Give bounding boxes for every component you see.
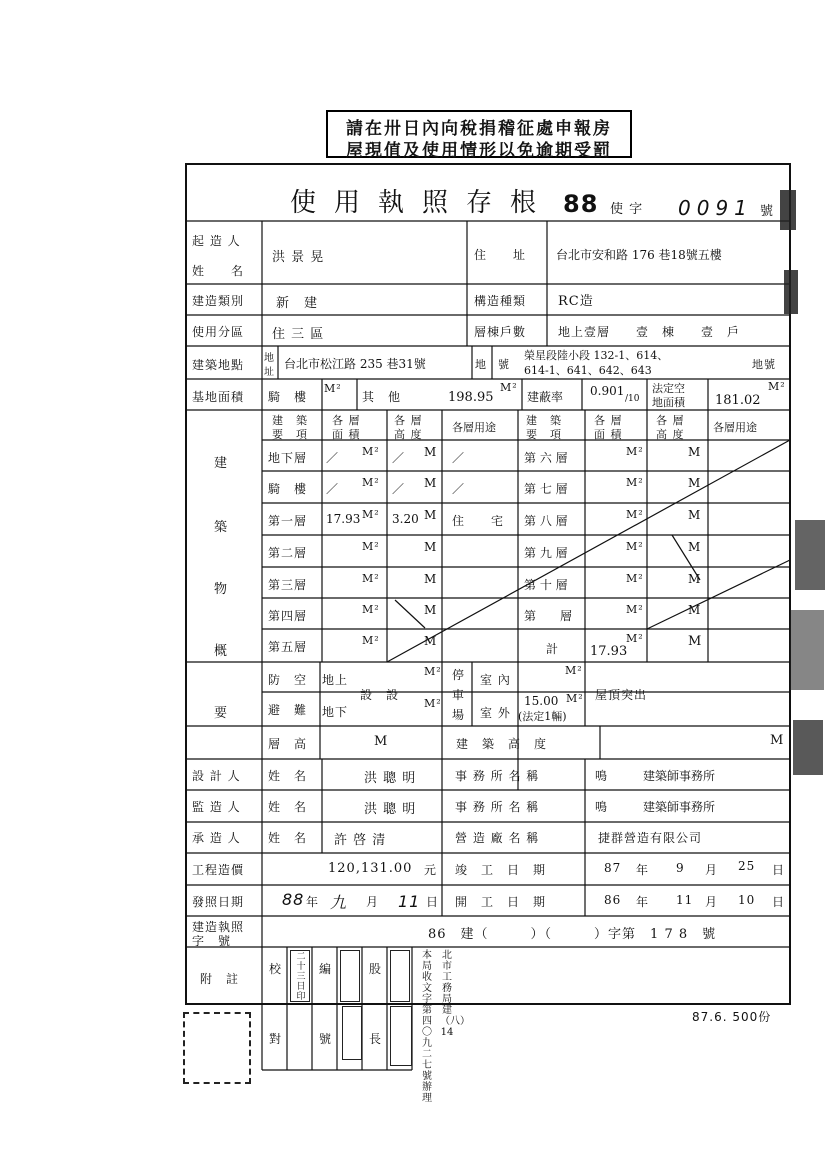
floor-right-name: 第 八 層	[524, 514, 568, 528]
arcade-label: 騎 樓	[268, 390, 308, 404]
floors-units-label: 層棟戶數	[474, 325, 527, 339]
build-type-label: 建造類別	[192, 294, 245, 308]
issue-day-label: 日	[426, 895, 440, 909]
edge-mark-1	[780, 190, 796, 230]
floor-left-height-unit: M	[424, 540, 438, 554]
parking-outdoor-label: 室 外	[480, 706, 511, 720]
floor-left-use: ／	[452, 451, 466, 465]
notice-line-1: 請在卅日內向稅捐稽征處申報房	[346, 119, 612, 139]
col-use-left: 各層用途	[452, 421, 496, 434]
designer-office: 鳴 建築師事務所	[595, 769, 716, 783]
floor-left-area-unit: M²	[362, 572, 380, 585]
edge-mark-4	[790, 610, 824, 690]
edge-mark-5	[793, 720, 823, 775]
start-month-label: 月	[705, 895, 719, 909]
footer-print-info: 87.6. 500份	[692, 1010, 772, 1024]
floor-left-name: 第四層	[268, 609, 308, 623]
floor-left-area: ／	[326, 451, 339, 465]
stamp-col-bian: 編	[318, 962, 331, 976]
floor-left-use: ／	[452, 482, 466, 496]
cost-unit: 元	[424, 863, 438, 877]
floor-right-name: 第 十 層	[524, 578, 568, 592]
permit-no-label-1: 建造執照	[192, 920, 245, 934]
arcade-unit: M²	[324, 382, 342, 395]
col-item-2-left: 要 項	[272, 428, 308, 441]
parking-indoor-unit: M²	[565, 664, 583, 677]
site-addr-char-1: 地	[264, 353, 275, 364]
notice-line-2: 屋現值及使用情形以免逾期受罰	[346, 141, 612, 161]
site-lot-tail: 地號	[752, 358, 776, 371]
floor-right-height-unit: M	[688, 476, 702, 490]
issue-month-label: 月	[366, 895, 380, 909]
floor-right-name: 第 九 層	[524, 546, 568, 560]
issue-date-label: 發照日期	[192, 895, 245, 909]
col-area-1-left: 各 層	[332, 414, 361, 427]
floor-left-area-unit: M²	[362, 634, 380, 647]
parking-char-1: 停	[452, 668, 466, 682]
designer-label: 設 計 人	[192, 769, 241, 783]
col-area-2-left: 面 積	[332, 428, 361, 441]
other-area: 198.95	[448, 390, 494, 405]
floor-right-height-unit: M	[688, 508, 702, 522]
designer-name-label: 姓 名	[268, 769, 308, 783]
contractor-label: 承 造 人	[192, 831, 241, 845]
issue-year-label: 年	[306, 895, 320, 909]
floor-left-name: 騎 樓	[268, 482, 308, 496]
total-area-unit: M²	[626, 632, 644, 645]
floor-left-name: 第一層	[268, 514, 308, 528]
supervisor-name: 洪 聰 明	[364, 802, 417, 817]
designer-office-label: 事 務 所 名 稱	[455, 769, 540, 783]
coverage-label: 建蔽率	[527, 390, 564, 404]
total-label: 計	[546, 642, 560, 656]
receipt-stamp-vertical: 本局收文 字第四〇九二七號辦理	[422, 950, 432, 1104]
col-height-2-right: 高 度	[656, 428, 685, 441]
floor-left-name: 第二層	[268, 546, 308, 560]
defense-above: 地上	[322, 673, 349, 687]
contractor-name: 許 啓 清	[334, 833, 387, 848]
use-zone-label: 使用分區	[192, 325, 245, 339]
completion-year: 87	[604, 861, 622, 875]
section-char-5: 要	[214, 706, 228, 721]
col-item-2-right: 要 項	[526, 428, 562, 441]
start-day-label: 日	[772, 895, 786, 909]
completion-year-label: 年	[636, 863, 650, 877]
floor-right-area-unit: M²	[626, 572, 644, 585]
floor-right-name: 第 層	[524, 609, 573, 623]
floor-left-area: ／	[326, 482, 339, 496]
coverage-value: 0.901	[590, 384, 625, 398]
floor-left-height-unit: M	[424, 508, 438, 522]
receipt-stamp-side: 北市工務局建（八）14	[440, 950, 470, 1038]
edge-mark-2	[784, 270, 798, 314]
col-height-1-right: 各 層	[656, 414, 685, 427]
defense-below-unit: M²	[424, 697, 442, 710]
notes-label: 附 註	[200, 972, 240, 986]
legal-open-label-2: 地面積	[652, 396, 685, 409]
parking-outdoor-unit: M²	[566, 692, 584, 705]
parking-indoor-label: 室 內	[480, 673, 511, 687]
stamp-col-jiao: 校	[268, 962, 281, 976]
legal-open-unit: M²	[768, 380, 786, 393]
floor-left-height-unit: M	[424, 476, 438, 490]
signature-stamp-2	[390, 1006, 412, 1066]
other-label: 其 他	[362, 390, 402, 404]
legal-open-label-1: 法定空	[652, 382, 685, 395]
cost-value: 120,131.00	[328, 861, 413, 876]
supervisor-office-label: 事 務 所 名 稱	[455, 800, 540, 814]
floor-right-height-unit: M	[688, 572, 702, 586]
floor-right-area-unit: M²	[626, 445, 644, 458]
completion-month-label: 月	[705, 863, 719, 877]
issue-day: 11	[398, 892, 421, 911]
floor-left-area-unit: M²	[362, 445, 380, 458]
floor-left-name: 第五層	[268, 640, 308, 654]
use-zone-value: 住 三 區	[272, 327, 325, 342]
supervisor-office: 鳴 建築師事務所	[595, 800, 716, 814]
owner-address: 台北市安和路 176 巷18號五樓	[556, 248, 722, 262]
cost-label: 工程造價	[192, 863, 245, 877]
defense-above-unit: M²	[424, 665, 442, 678]
office-seal	[183, 1012, 251, 1084]
defense-label-1: 防 空	[268, 673, 308, 687]
completion-month: 9	[676, 861, 685, 875]
site-address: 台北市松江路 235 巷31號	[284, 357, 426, 371]
form-title: 使用執照存根	[290, 188, 555, 218]
floor-left-use: 住 宅	[452, 514, 505, 528]
designer-name: 洪 聰 明	[364, 771, 417, 786]
col-area-1-right: 各 層	[594, 414, 623, 427]
signature-stamp-1	[342, 1006, 362, 1060]
floor-left-height-unit: M	[424, 634, 438, 648]
section-char-3: 物	[214, 582, 228, 597]
completion-day-label: 日	[772, 863, 786, 877]
defense-facility: 設 設	[360, 688, 400, 702]
start-day: 10	[738, 893, 756, 907]
floor-left-name: 地下層	[268, 451, 308, 465]
floor-height-label: 層 高	[268, 737, 308, 751]
floor-right-name: 第 六 層	[524, 451, 568, 465]
floor-left-area: 17.93	[326, 512, 361, 526]
stamp-col-hao: 號	[318, 1032, 331, 1046]
floor-left-area-unit: M²	[362, 540, 380, 553]
completion-day: 25	[738, 859, 756, 873]
col-height-1-left: 各 層	[394, 414, 423, 427]
floor-left-height-unit: M	[424, 572, 438, 586]
owner-name: 洪 景 晃	[272, 250, 325, 265]
legal-open-area: 181.02	[715, 393, 761, 408]
building-height-label: 建 築 高 度	[456, 737, 548, 751]
floor-height-unit: M	[374, 734, 389, 749]
col-use-right: 各層用途	[713, 421, 757, 434]
col-height-2-left: 高 度	[394, 428, 423, 441]
col-item-1-right: 建 築	[526, 414, 562, 427]
owner-label-1: 起 造 人	[192, 234, 241, 248]
owner-label-2: 姓 名	[192, 264, 245, 278]
contractor-firm: 捷群營造有限公司	[598, 831, 703, 845]
section-char-2: 築	[214, 520, 228, 535]
contractor-firm-label: 營 造 廠 名 稱	[455, 831, 540, 845]
build-type-value: 新 建	[276, 296, 319, 311]
site-lot-char-1: 地	[475, 358, 487, 371]
permit-prefix: 使 字	[610, 202, 644, 217]
site-addr-char-2: 址	[264, 367, 275, 378]
section-char-4: 概	[214, 644, 228, 659]
edge-mark-3	[795, 520, 825, 590]
stamp-col-gu: 股	[368, 962, 381, 976]
building-height-unit: M	[770, 733, 785, 748]
issue-year: 88	[282, 890, 305, 909]
issue-month: 九	[330, 893, 348, 912]
floor-right-area-unit: M²	[626, 540, 644, 553]
floor-left-height-unit: M	[424, 445, 438, 459]
floor-left-height-unit: M	[424, 603, 438, 617]
permit-no-label-2: 字 號	[192, 934, 232, 948]
floor-left-area-unit: M²	[362, 508, 380, 521]
address-label: 住 址	[474, 248, 527, 262]
floor-left-height: ／	[392, 451, 405, 465]
stamp-col-zhang: 長	[368, 1032, 381, 1046]
start-month: 11	[676, 893, 694, 907]
floor-right-name: 第 七 層	[524, 482, 568, 496]
floor-right-height-unit: M	[688, 540, 702, 554]
struct-type-value: RC造	[558, 294, 594, 309]
floor-right-area-unit: M²	[626, 603, 644, 616]
approval-stamp-3	[390, 950, 410, 1002]
floor-left-height: 3.20	[392, 512, 419, 526]
stamp-col-dui: 對	[268, 1032, 281, 1046]
defense-label-2: 避 難	[268, 703, 308, 717]
permit-no-value: 86 建（ ）（ ）字第 1 7 8 號	[428, 927, 717, 942]
roof-protrusion-label: 屋頂突出	[595, 688, 648, 702]
site-lot-line-2: 614-1、641、642、643	[524, 364, 652, 377]
parking-outdoor-area: 15.00	[524, 694, 559, 708]
start-year-label: 年	[636, 895, 650, 909]
base-area-label: 基地面積	[192, 390, 245, 404]
floor-right-area-unit: M²	[626, 508, 644, 521]
section-char-1: 建	[214, 456, 228, 471]
supervisor-name-label: 姓 名	[268, 800, 308, 814]
site-lot-char-2: 號	[498, 358, 510, 371]
permit-serial-suffix: 號	[760, 204, 775, 219]
date-stamp-small: 二十三日印	[296, 952, 306, 1002]
total-height-unit: M	[688, 634, 703, 649]
floor-right-height-unit: M	[688, 603, 702, 617]
contractor-name-label: 姓 名	[268, 831, 308, 845]
parking-char-3: 場	[452, 708, 466, 722]
floors-units-value: 地上壹層 壹 棟 壹 戶	[558, 325, 741, 339]
start-year: 86	[604, 893, 622, 907]
floor-right-area-unit: M²	[626, 476, 644, 489]
parking-char-2: 車	[452, 688, 466, 702]
completion-label: 竣 工 日 期	[455, 863, 547, 877]
permit-serial: 0091	[678, 196, 753, 220]
parking-outdoor-note: (法定1輛)	[518, 710, 567, 723]
supervisor-label: 監 造 人	[192, 800, 241, 814]
defense-below: 地下	[322, 705, 349, 719]
other-unit: M²	[500, 381, 518, 394]
col-item-1-left: 建 築	[272, 414, 308, 427]
total-area: 17.93	[590, 644, 628, 659]
floor-left-area-unit: M²	[362, 603, 380, 616]
site-lot-line-1: 榮星段陸小段 132-1、614、	[524, 349, 669, 362]
coverage-denominator: /10	[625, 394, 640, 404]
start-date-label: 開 工 日 期	[455, 895, 547, 909]
col-area-2-right: 面 積	[594, 428, 623, 441]
permit-year-number: 88	[563, 190, 599, 218]
floor-left-area-unit: M²	[362, 476, 380, 489]
approval-stamp-2	[340, 950, 360, 1002]
struct-type-label: 構造種類	[474, 294, 527, 308]
floor-left-height: ／	[392, 482, 405, 496]
floor-right-height-unit: M	[688, 445, 702, 459]
site-label: 建築地點	[192, 358, 245, 372]
floor-left-name: 第三層	[268, 578, 308, 592]
